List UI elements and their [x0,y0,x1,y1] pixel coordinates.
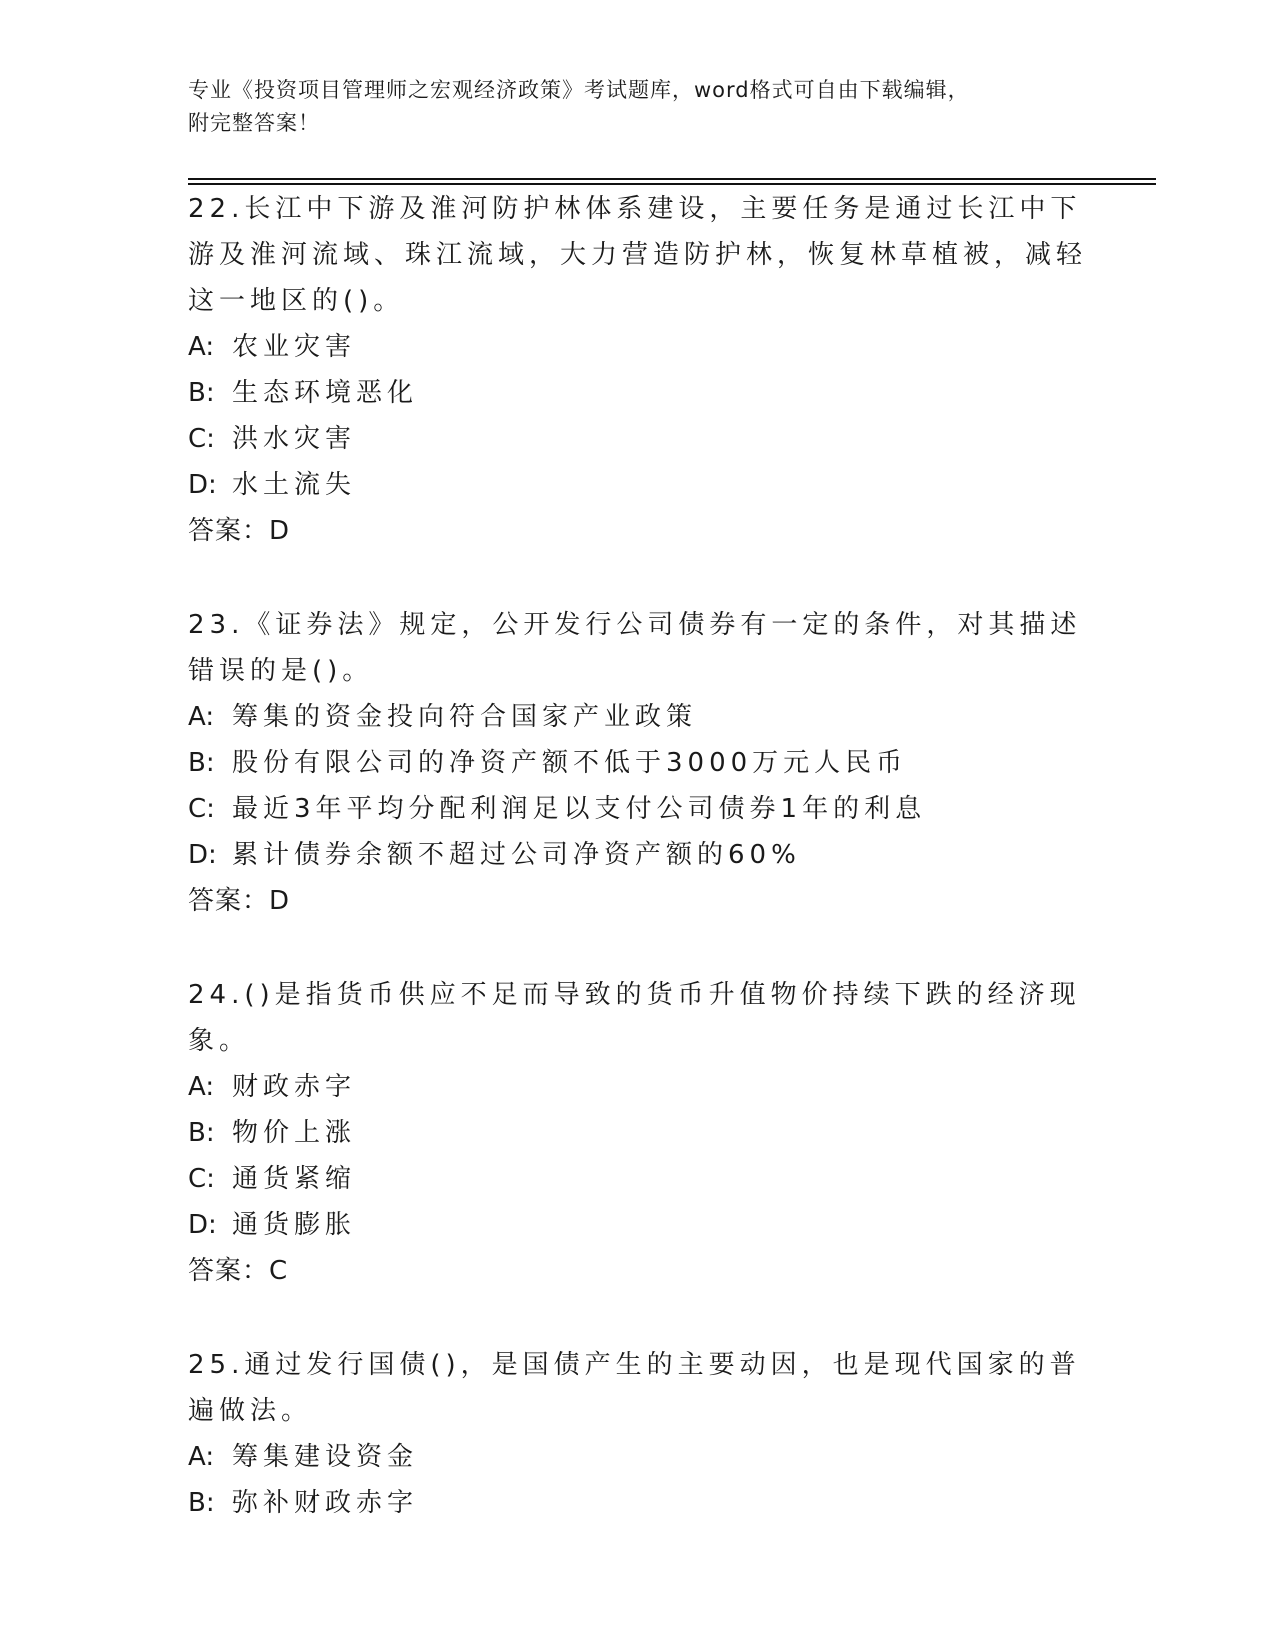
option-letter: A: [188,332,215,362]
question-25 [188,1342,1088,1526]
option-text: 通货膨胀 [232,1210,357,1240]
option-text: 洪水灾害 [232,424,357,454]
document-header [188,74,1088,140]
header-rule-bottom [188,183,1156,185]
question-stem: 25.通过发行国债()，是国债产生的主要动因，也是现代国家的普遍做法。 [188,1350,1081,1426]
header-line-1: 专业《投资项目管理师之宏观经济政策》考试题库，word格式可自由下载编辑， [188,78,970,102]
option-d [188,832,1088,878]
option-letter: D: [188,470,217,500]
option-text: 筹集建设资金 [232,1442,419,1472]
answer-line: 答案：D [188,516,291,546]
option-b [188,1480,1088,1526]
option-text: 累计债券余额不超过公司净资产额的60% [232,840,801,870]
question-24 [188,972,1088,1294]
option-b [188,1110,1088,1156]
option-text: 股份有限公司的净资产额不低于3000万元人民币 [232,748,908,778]
option-d [188,462,1088,508]
question-list [188,186,1088,1574]
option-text: 水土流失 [232,470,357,500]
option-letter: B: [188,748,215,778]
option-a [188,324,1088,370]
option-text: 财政赤字 [232,1072,357,1102]
header-line-2: 附完整答案！ [188,111,320,135]
option-letter: A: [188,702,215,732]
option-text: 生态环境恶化 [232,378,419,408]
option-letter: C: [188,424,215,454]
answer-line: 答案：C [188,1256,289,1286]
question-22 [188,186,1088,554]
option-a [188,1064,1088,1110]
question-stem: 23.《证券法》规定，公开发行公司债券有一定的条件，对其描述错误的是()。 [188,610,1082,686]
option-a [188,1434,1088,1480]
option-text: 物价上涨 [232,1118,357,1148]
option-letter: A: [188,1442,215,1472]
option-c [188,1156,1088,1202]
option-letter: B: [188,1488,215,1518]
option-text: 农业灾害 [232,332,357,362]
option-letter: C: [188,794,215,824]
option-letter: B: [188,378,215,408]
option-a [188,694,1088,740]
option-letter: D: [188,840,217,870]
option-letter: B: [188,1118,215,1148]
option-b [188,370,1088,416]
question-stem: 24.()是指货币供应不足而导致的货币升值物价持续下跌的经济现象。 [188,980,1081,1056]
option-text: 最近3年平均分配利润足以支付公司债券1年的利息 [232,794,927,824]
option-letter: D: [188,1210,217,1240]
option-text: 筹集的资金投向符合国家产业政策 [232,702,698,732]
option-letter: A: [188,1072,215,1102]
option-text: 通货紧缩 [232,1164,357,1194]
option-b [188,740,1088,786]
question-stem: 22.长江中下游及淮河防护林体系建设，主要任务是通过长江中下游及淮河流域、珠江流域，大力营造防护林，恢复林草植被，减轻这一地区的()。 [188,194,1088,316]
header-rule-top [188,178,1156,180]
option-c [188,416,1088,462]
question-23 [188,602,1088,924]
option-d [188,1202,1088,1248]
answer-line: 答案：D [188,886,291,916]
option-c [188,786,1088,832]
option-text: 弥补财政赤字 [232,1488,419,1518]
option-letter: C: [188,1164,215,1194]
